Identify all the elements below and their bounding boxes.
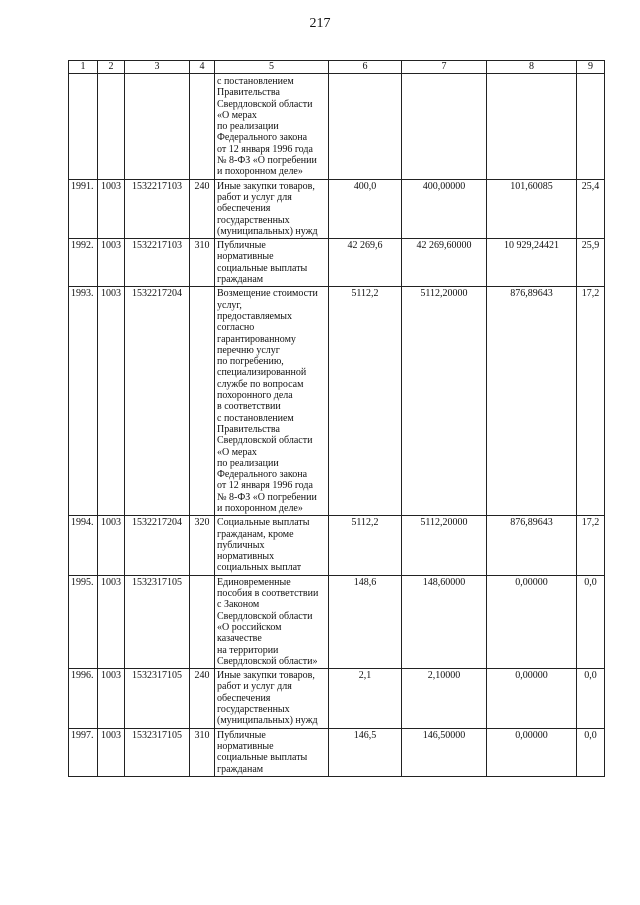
table-row bbox=[69, 287, 605, 516]
column-6-value: 5112,2 bbox=[329, 516, 402, 575]
page-number: 217 bbox=[309, 16, 331, 31]
column-header: 1 bbox=[69, 61, 98, 74]
expense-type-code: 240 bbox=[190, 669, 215, 728]
target-code: 1532317105 bbox=[125, 728, 190, 776]
section-code: 1003 bbox=[98, 239, 125, 287]
column-9-value: 0,0 bbox=[577, 575, 605, 668]
column-8-value: 0,00000 bbox=[487, 575, 577, 668]
section-code: 1003 bbox=[98, 575, 125, 668]
row-description: Иные закупки товаров, работ и услуг для обеспечения государственных (муниципальных) нужд bbox=[215, 179, 329, 238]
table-row bbox=[69, 575, 605, 668]
target-code: 1532317105 bbox=[125, 669, 190, 728]
column-9-value: 17,2 bbox=[577, 287, 605, 516]
continuation-description: с постановлением Правительства Свердловской области «О мерах по реализации Федерального закона от 12 января 1996 года № 8-ФЗ «О погребении и похоронном деле» bbox=[215, 74, 329, 180]
column-8-value: 876,89643 bbox=[487, 516, 577, 575]
column-8-value: 10 929,24421 bbox=[487, 239, 577, 287]
table-row bbox=[69, 669, 605, 728]
column-header: 7 bbox=[402, 61, 487, 74]
column-header: 6 bbox=[329, 61, 402, 74]
column-8-value: 0,00000 bbox=[487, 669, 577, 728]
row-description: Публичные нормативные социальные выплаты гражданам bbox=[215, 728, 329, 776]
row-description: Единовременные пособия в соответствии с Законом Свердловской области «О российском казачестве на территории Свердловской области» bbox=[215, 575, 329, 668]
column-header: 4 bbox=[190, 61, 215, 74]
target-code: 1532217103 bbox=[125, 239, 190, 287]
column-7-value: 2,10000 bbox=[402, 669, 487, 728]
column-header: 3 bbox=[125, 61, 190, 74]
row-number: 1993. bbox=[69, 287, 98, 516]
column-6-value: 148,6 bbox=[329, 575, 402, 668]
row-number: 1992. bbox=[69, 239, 98, 287]
target-code: 1532217204 bbox=[125, 516, 190, 575]
table-row bbox=[69, 179, 605, 238]
column-7-value: 148,60000 bbox=[402, 575, 487, 668]
expense-type-code: 320 bbox=[190, 516, 215, 575]
expense-type-code: 310 bbox=[190, 239, 215, 287]
row-description: Социальные выплаты гражданам, кроме публичных нормативных социальных выплат bbox=[215, 516, 329, 575]
row-description: Возмещение стоимости услуг, предоставляемых согласно гарантированному перечню услуг по погребению, специализированной службе по вопросам похоронного дела в соответствии с постановлением Правительства Свердловской области «О мерах по реализации Федерального закона от 12 января 1996 года № 8-ФЗ «О погребении и похоронном деле» bbox=[215, 287, 329, 516]
row-number: 1995. bbox=[69, 575, 98, 668]
column-9-value: 0,0 bbox=[577, 669, 605, 728]
column-7-value: 42 269,60000 bbox=[402, 239, 487, 287]
target-code: 1532217103 bbox=[125, 179, 190, 238]
column-9-value: 17,2 bbox=[577, 516, 605, 575]
column-7-value: 5112,20000 bbox=[402, 516, 487, 575]
row-number: 1997. bbox=[69, 728, 98, 776]
column-6-value: 146,5 bbox=[329, 728, 402, 776]
column-8-value: 876,89643 bbox=[487, 287, 577, 516]
column-header: 5 bbox=[215, 61, 329, 74]
expense-type-code: 240 bbox=[190, 179, 215, 238]
row-number: 1994. bbox=[69, 516, 98, 575]
section-code: 1003 bbox=[98, 179, 125, 238]
column-8-value: 101,60085 bbox=[487, 179, 577, 238]
column-7-value: 146,50000 bbox=[402, 728, 487, 776]
column-9-value: 25,4 bbox=[577, 179, 605, 238]
section-code: 1003 bbox=[98, 669, 125, 728]
row-number: 1996. bbox=[69, 669, 98, 728]
target-code: 1532217204 bbox=[125, 287, 190, 516]
row-number: 1991. bbox=[69, 179, 98, 238]
expense-type-code bbox=[190, 287, 215, 516]
column-6-value: 2,1 bbox=[329, 669, 402, 728]
column-header: 8 bbox=[487, 61, 577, 74]
column-8-value: 0,00000 bbox=[487, 728, 577, 776]
table-header-row bbox=[69, 61, 605, 74]
table-row bbox=[69, 516, 605, 575]
column-9-value: 0,0 bbox=[577, 728, 605, 776]
column-6-value: 5112,2 bbox=[329, 287, 402, 516]
row-description: Иные закупки товаров, работ и услуг для обеспечения государственных (муниципальных) нужд bbox=[215, 669, 329, 728]
expense-type-code: 310 bbox=[190, 728, 215, 776]
table-row bbox=[69, 728, 605, 776]
section-code: 1003 bbox=[98, 516, 125, 575]
table-row bbox=[69, 239, 605, 287]
row-description: Публичные нормативные социальные выплаты гражданам bbox=[215, 239, 329, 287]
column-9-value: 25,9 bbox=[577, 239, 605, 287]
column-6-value: 400,0 bbox=[329, 179, 402, 238]
column-7-value: 5112,20000 bbox=[402, 287, 487, 516]
column-header: 9 bbox=[577, 61, 605, 74]
budget-table bbox=[68, 60, 605, 777]
column-6-value: 42 269,6 bbox=[329, 239, 402, 287]
expense-type-code bbox=[190, 575, 215, 668]
target-code: 1532317105 bbox=[125, 575, 190, 668]
section-code: 1003 bbox=[98, 287, 125, 516]
column-header: 2 bbox=[98, 61, 125, 74]
section-code: 1003 bbox=[98, 728, 125, 776]
column-7-value: 400,00000 bbox=[402, 179, 487, 238]
table-row-continuation bbox=[69, 74, 605, 180]
